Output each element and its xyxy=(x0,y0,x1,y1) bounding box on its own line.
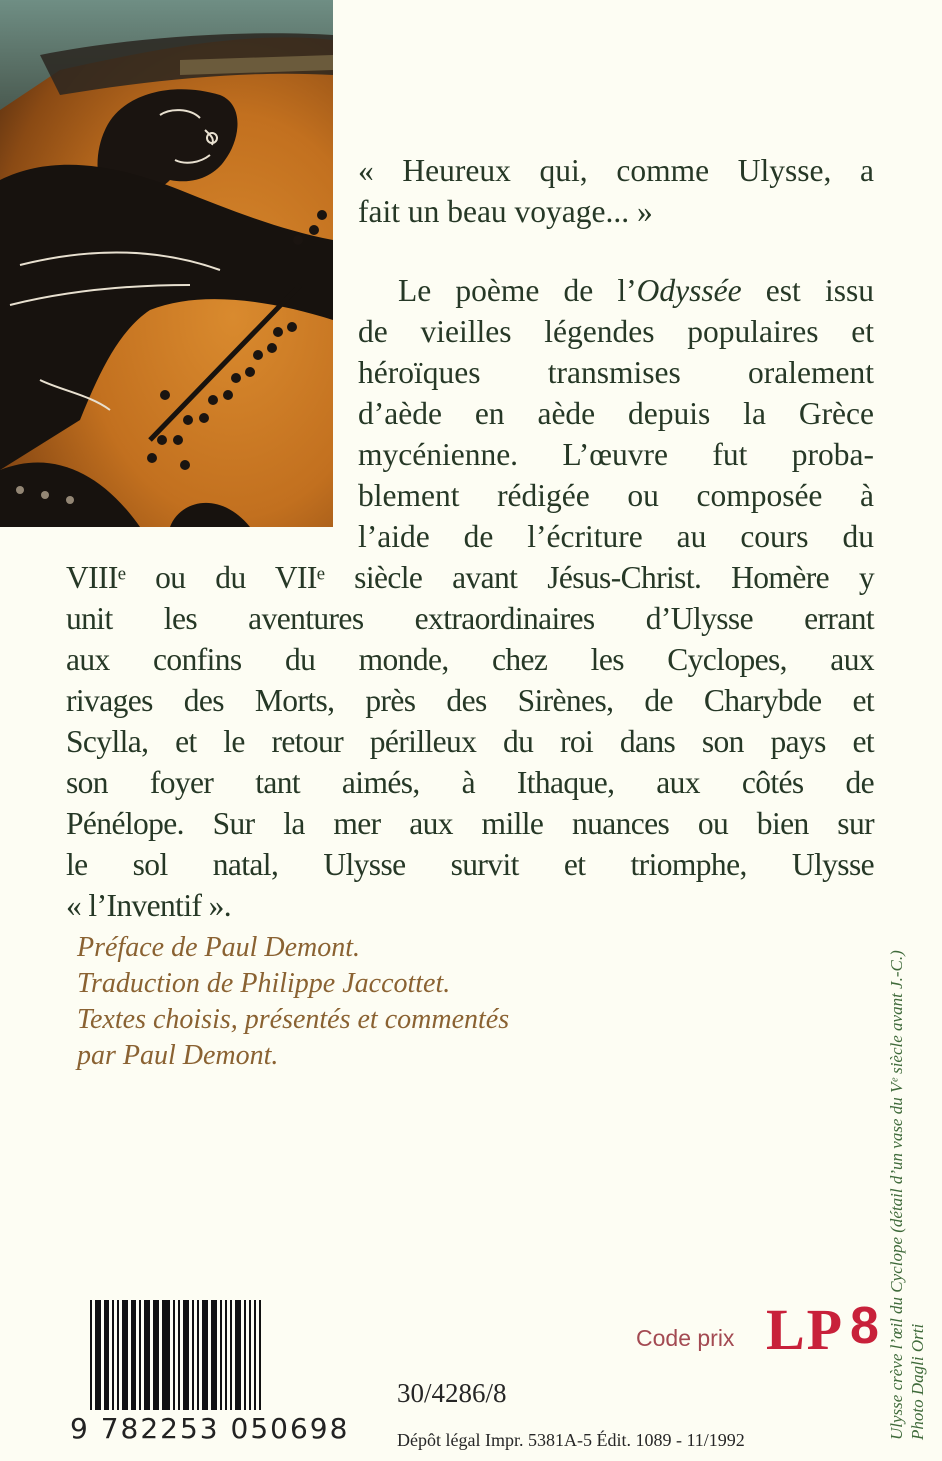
isbn-barcode xyxy=(70,1300,355,1445)
barcode-bar xyxy=(259,1300,261,1410)
blurb-line: Pénélope. Sur la mer aux mille nuances ou bien sur xyxy=(66,806,874,841)
blurb-line: Scylla, et le retour périlleux du roi dans son pays et xyxy=(66,724,874,759)
credit-selection-cont: par Paul Demont. xyxy=(77,1040,279,1071)
blurb-line: d’aède en aède depuis la Grèce xyxy=(358,396,874,431)
price-code: LP xyxy=(766,1297,845,1362)
price-code-number: 8 xyxy=(850,1297,879,1355)
catalog-reference: 30/4286/8 xyxy=(397,1378,507,1408)
blurb-paragraph-top xyxy=(358,270,874,557)
barcode-bar xyxy=(162,1300,170,1410)
blurb-line: de vieilles légendes populaires et xyxy=(358,314,874,349)
credit-preface: Préface de Paul Demont. xyxy=(77,932,361,963)
image-caption-vertical xyxy=(886,640,928,1440)
caption-line-1: Ulysse crève l’œil du Cyclope (détail d’un vase du Vᵉ siècle avant J.-C.) xyxy=(887,950,906,1440)
credit-selection: Textes choisis, présentés et commentés xyxy=(77,1004,510,1035)
quote-line: « Heureux qui, comme Ulysse, a xyxy=(358,153,874,188)
barcode-number: 9 782253 050698 xyxy=(70,1412,350,1445)
blurb-line: aux confins du monde, chez les Cyclopes, aux xyxy=(66,642,874,677)
title-italic: Odyssée xyxy=(636,273,742,308)
price-code-label: Code prix xyxy=(636,1325,735,1351)
barcode-bars xyxy=(90,1300,355,1414)
credit-translation: Traduction de Philippe Jaccottet. xyxy=(77,968,451,999)
blurb-line: Le poème de l’Odyssée est issu xyxy=(398,273,874,308)
blurb-line: VIIIᵉ ou du VIIᵉ siècle avant Jésus-Christ. Homère y xyxy=(66,560,874,595)
blurb-line: blement rédigée ou composée à xyxy=(358,478,874,513)
credits xyxy=(77,930,637,1074)
blurb-line: rivages des Morts, près des Sirènes, de Charybde et xyxy=(66,683,874,718)
vase-painting-illustration xyxy=(0,0,333,527)
blurb-paragraph-bottom xyxy=(66,557,874,926)
blurb-line: mycénienne. L’œuvre fut proba- xyxy=(358,437,874,472)
legal-deposit: Dépôt légal Impr. 5381A-5 Édit. 1089 - 11/1992 xyxy=(397,1430,745,1450)
blurb-line: son foyer tant aimés, à Ithaque, aux côtés de xyxy=(66,765,874,800)
caption-line-2: Photo Dagli Orti xyxy=(908,1323,927,1440)
blurb-line: l’aide de l’écriture au cours du xyxy=(358,519,874,554)
blurb-line: unit les aventures extraordinaires d’Ulysse errant xyxy=(66,601,874,636)
blurb-line: « l’Inventif ». xyxy=(66,888,232,923)
cover-vase-image xyxy=(0,0,333,527)
quote-line: fait un beau voyage... » xyxy=(358,194,653,229)
blurb-line: héroïques transmises oralement xyxy=(358,355,874,390)
blurb-line: le sol natal, Ulysse survit et triomphe, Ulysse xyxy=(66,847,874,882)
epigraph-quote xyxy=(358,150,874,232)
